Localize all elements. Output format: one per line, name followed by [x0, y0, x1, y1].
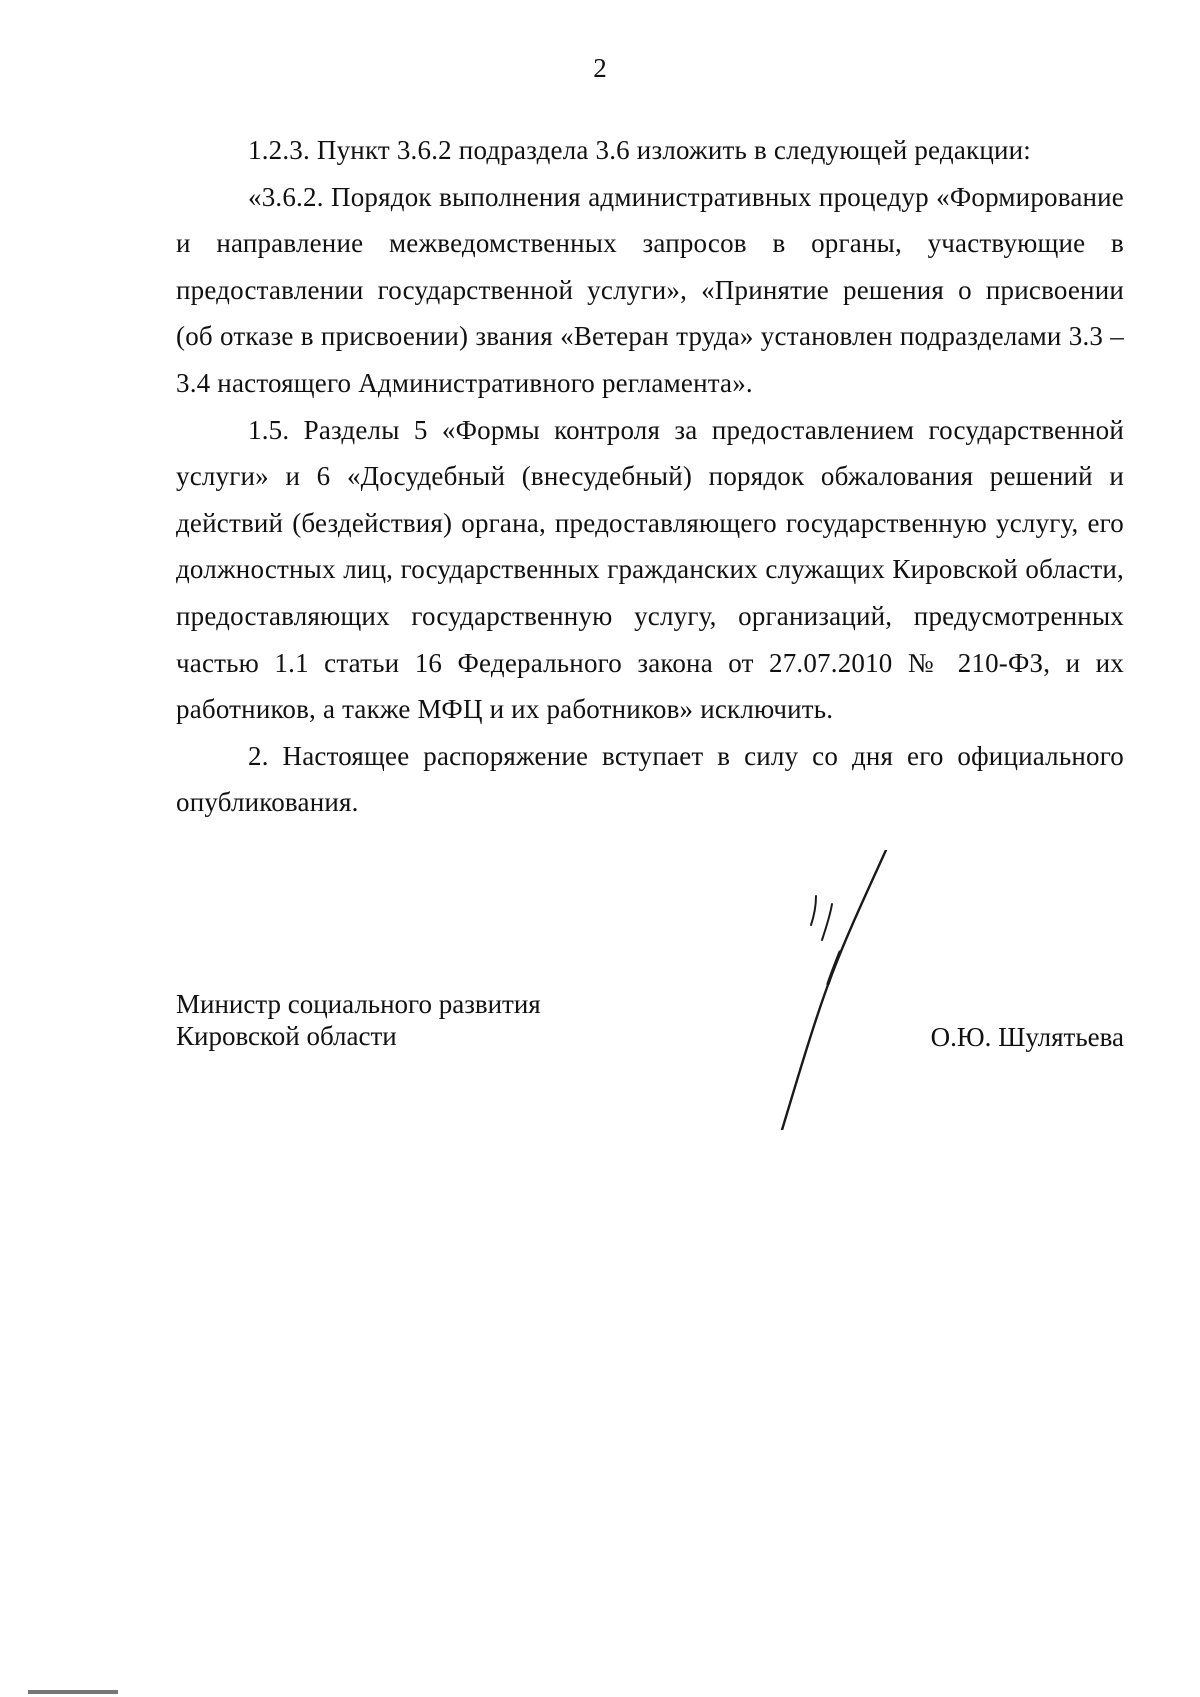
signer-name: О.Ю. Шулятьева — [930, 1022, 1124, 1052]
page-number: 2 — [593, 53, 607, 83]
signer-position — [176, 988, 541, 1052]
handwritten-signature — [760, 850, 890, 1130]
paragraph-3-6-2: «3.6.2. Порядок выполнения административных процедур «Формирование и направление межведомственных запросов в органы, участвующие в предоставлении государственной услуги», «Принятие решения о присвоении (об отказе в присвоении) звания «Ветеран труда» установлен подразделами 3.3 – 3.4 настоящего Административного регламента». — [176, 181, 1124, 398]
scan-edge-mark — [28, 1690, 118, 1694]
paragraph-1-2-3: 1.2.3. Пункт 3.6.2 подраздела 3.6 изложить в следующей редакции: — [248, 135, 1031, 165]
paragraph-1-5: 1.5. Разделы 5 «Формы контроля за предоставлением государственной услуги» и 6 «Досудебный (внесудебный) порядок обжалования решений и действий (бездействия) органа, предоставляющего государственную услугу, его должностных лиц, государственных гражданских служащих Кировской области, предоставляющих государственную услугу, организаций, предусмотренных частью 1.1 статьи 16 Федерального закона от 27.07.2010 № 210-ФЗ, и их работников, а также МФЦ и их работников» исключить. — [176, 414, 1124, 725]
signer-position-line-1: Министр социального развития — [176, 989, 541, 1019]
paragraph-2: 2. Настоящее распоряжение вступает в силу со дня его официального опубликования. — [176, 740, 1124, 818]
signer-position-line-2: Кировской области — [176, 1021, 397, 1051]
document-body — [176, 127, 1124, 826]
